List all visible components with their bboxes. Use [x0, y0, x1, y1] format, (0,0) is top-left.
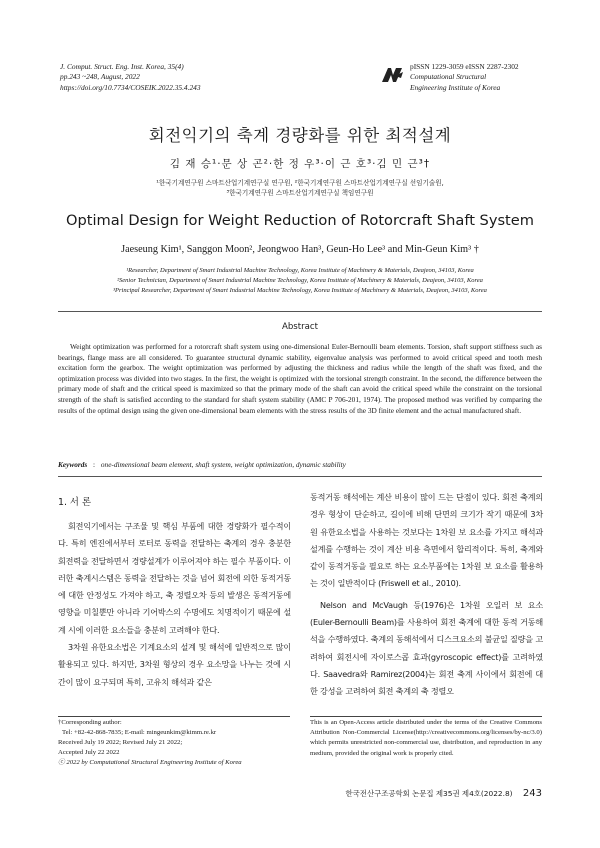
affiliation-line: ³한국기계연구원 스마트산업기계연구실 책임연구원: [226, 189, 374, 197]
footnote-line: †Corresponding author:: [58, 719, 122, 726]
issn-line: pISSN 1229-3059 eISSN 2287-2302: [410, 62, 519, 71]
affiliation-line: ³Principal Researcher, Department of Smart Industrial Machine Technology, Korea Institute of Machinery & Materials, Deajeon, 34103, Korea: [113, 287, 487, 295]
paper-title-korean: 회전익기의 축계 경량화를 위한 최적설계: [148, 126, 452, 145]
body-column-left: [58, 518, 291, 691]
footnote-divider: [58, 716, 290, 717]
society-name-line: Engineering Institute of Korea: [410, 82, 501, 92]
abstract-heading: Abstract: [281, 322, 319, 332]
footnote-line: Accepted July 22 2022: [58, 749, 120, 756]
journal-issn-block: [410, 62, 519, 93]
page-number: 243: [522, 788, 542, 799]
affiliations-english: [0, 266, 600, 297]
affiliation-line: ²Senior Technician, Department of Smart Industrial Machine Technology, Korea Institute of Machinery & Materials, Deajeon, 34103, Korea: [117, 277, 483, 285]
footer-journal: 한국전산구조공학회 논문집 제35권 제4호(2022.8): [345, 789, 513, 798]
authors-korean: 김 재 승¹·문 상 곤²·한 정 우³·이 근 호³·김 민 근³†: [169, 158, 431, 170]
body-paragraph: 회전익기에서는 구조물 및 핵심 부품에 대한 경량화가 필수적이다. 특히 엔진에서부터 로터로 동력을 전달하는 축계의 경우 충분한 회전력을 전달하면서 경량설계가 이루어져야 하는 필수 부품이다. 이러한 축계시스템은 동력을 전달하는 것을 넘어 회전에 의한 동적거동에 대한 안정성도 가져야 하고, 축 정렬오차 등의 발생은 동적거동에 영향을 미칠뿐만 아니라 기어박스의 수명에도 치명적이기 때문에 설계 시에 이러한 요소들을 충분히 고려해야 한다.: [58, 521, 291, 635]
keywords-line: [58, 460, 542, 469]
license-footnote: This is an Open-Access article distributed under the terms of the Creative Commons Attribution Non-Commercial License(http://creativecommons.org/licenses/by-nc/3.0) which permits unrestricted non-commercial use, distribution, and reproduction in any medium, provided the original work is properly cited.: [310, 719, 542, 757]
affiliation-line: ¹Researcher, Department of Smart Industrial Machine Technology, Korea Institute of Machinery & Materials, Deajeon, 34103, Korea: [126, 267, 474, 274]
footnote-line: ⓒ 2022 by Computational Structural Engineering Institute of Korea: [58, 759, 242, 766]
journal-line: J. Comput. Struct. Eng. Inst. Korea, 35(4): [60, 62, 184, 71]
keywords-text: one-dimensional beam element, shaft system, weight optimization, dynamic stability: [100, 460, 346, 469]
footnote-divider: [310, 716, 542, 717]
cosEIK-logo-icon: [380, 66, 404, 84]
journal-citation: [60, 62, 201, 93]
footnote-line: Tel: +82-42-868-7835; E-mail: mingeunkim@kimm.re.kr: [62, 729, 217, 736]
journal-line: pp.243 ~248, August, 2022: [60, 72, 140, 82]
body-paragraph: 3차원 유한요소법은 기계요소의 설계 및 해석에 일반적으로 많이 활용되고 있다. 하지만, 3차원 형상의 경우 요소망을 나누는 것에 시간이 많이 요구되며 특히, 고유치 해석과 같은: [58, 642, 291, 687]
section-heading: 1. 서 론: [58, 497, 92, 508]
affiliation-line: ¹한국기계연구원 스마트산업기계연구실 연구원, ²한국기계연구원 스마트산업기계연구실 선임기술원,: [156, 179, 444, 187]
footnote-line: Received July 19 2022; Revised July 21 2022;: [58, 739, 183, 746]
body-paragraph: Nelson and McVaugh 등(1976)은 1차원 오일러 보 요소(Euler-Bernoulli Beam)를 사용하여 회전 축계에 대한 동적 거동해석을 수행하였다. 축계의 동해석에서 디스크요소의 불균일 질량을 고려하여 회전시에 자이로스콥 효과(gyroscopic effect)를 고려하였다. Saavedra와 Ramirez(2004)는 회전 축계 사이에서 회전에 대한 강성을 고려하여 회전 축계의 축 정렬오: [310, 599, 543, 697]
correspondence-footnote: [58, 718, 293, 768]
abstract-text: Weight optimization was performed for a rotorcraft shaft system using one-dimensional Euler-Bernoulli beam elements. Torsion, shaft support stiffness such as bearings, flange mass are all considered. To guarantee structural dynamic stability, eigenvalue analysis was performed to avoid critical speed and tooth mesh excitation form the gearbox. The weight optimization was performed by adjusting the thickness and radius while the length of the shaft was fixed, and the optimization process was divided into two stages. In the first, the weight is optimized with the torsional strength constraint. In the second, the difference between the primary mode of shaft and the critical speed is maximized so that the primary mode of the shaft can avoid the critical speed while the constraint on the torsional strength of the shaft is satisfied according to the standard for shaft system stability (AMC P 706-201, 1974). The proposed method was verified by comparing the results of the optimal design using the given one-dimensional beam elements with the stress results of the 3D finite element and the actual manufactured shaft.: [58, 342, 542, 415]
paper-title-english: Optimal Design for Weight Reduction of Rotorcraft Shaft System: [66, 212, 534, 229]
page-footer: [346, 788, 542, 799]
keywords-label: Keywords: [58, 460, 88, 469]
doi-link[interactable]: https://doi.org/10.7734/COSEIK.2022.35.4.243: [60, 82, 201, 92]
divider: [58, 311, 542, 312]
body-paragraph: 동적거동 해석에는 계산 비용이 많이 드는 단점이 있다. 회전 축계의 경우 형상이 단순하고, 길이에 비해 단면의 크기가 작기 때문에 3차원 유한요소법을 사용하는 것보다는 1차원 보 요소를 가지고 해석과 설계를 수행하는 것이 계산 비용 측면에서 합리적이다. 특히, 축계와 같이 동적거동을 필요로 하는 요소부품에는 1차원 보 요소를 활용하는 것이 일반적이다 (Friswell et al., 2010).: [310, 492, 543, 589]
affiliations-korean: [0, 178, 600, 198]
body-column-right: [310, 489, 543, 701]
keywords-separator: :: [93, 460, 96, 469]
divider: [58, 476, 542, 477]
society-name-line: Computational Structural: [410, 72, 487, 82]
authors-english: Jaeseung Kim¹, Sanggon Moon², Jeongwoo Han³, Geun-Ho Lee³ and Min-Geun Kim³ †: [121, 244, 479, 255]
